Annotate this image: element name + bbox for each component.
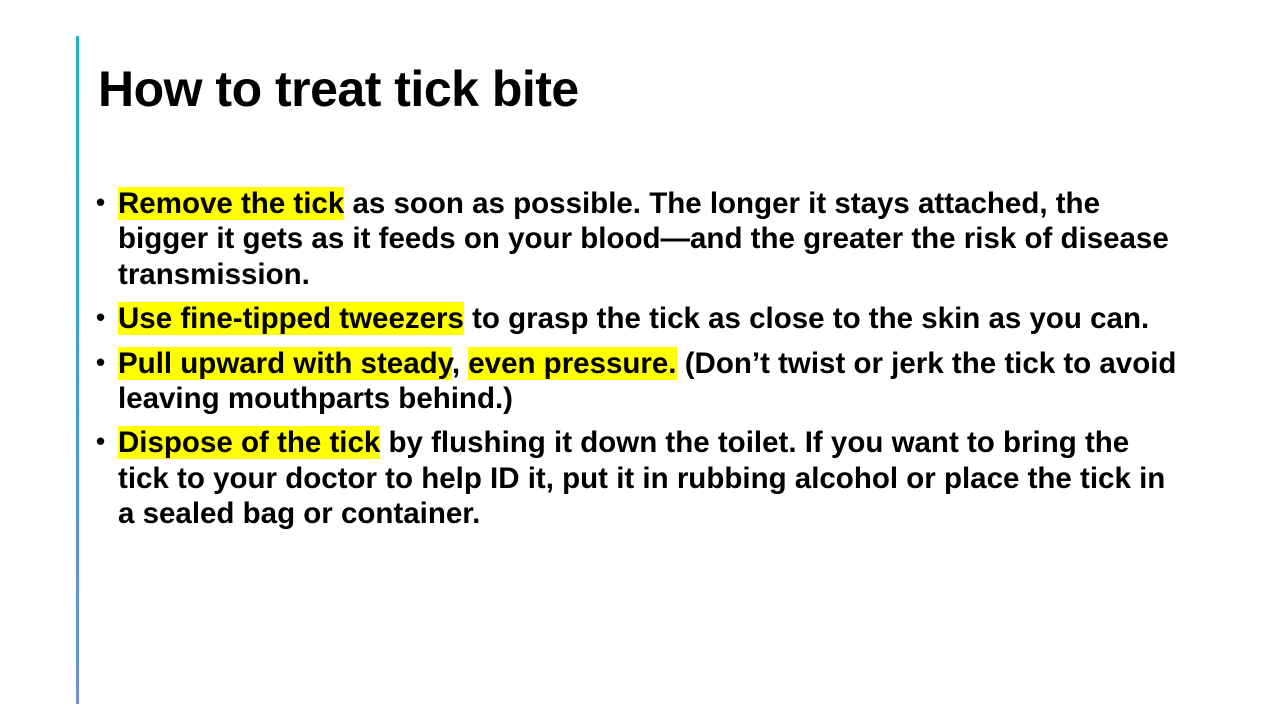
list-item [96,301,1186,336]
page-title: How to treat tick bite [98,61,579,117]
bullet-marker: • [96,346,106,377]
list-item-mid: , [451,346,469,380]
bullet-marker: • [96,302,106,333]
highlighted-phrase: Dispose of the tick [118,426,381,460]
bullet-marker: • [96,187,106,217]
list-item [96,186,1186,292]
list-item-text [118,301,1186,336]
list-item [96,346,1186,417]
highlighted-phrase: Use fine-tipped tweezers [118,302,464,336]
list-item-text [118,186,1186,292]
highlighted-phrase-secondary: even pressure. [468,346,677,380]
list-item-rest: (Don’t twist or jerk the tick to avoid leaving mouthparts behind.) [118,346,1177,415]
list-item [96,425,1186,531]
list-item-text [118,425,1186,531]
highlighted-phrase: Pull upward with steady [118,346,452,380]
accent-bar [76,36,79,704]
list-item-text [118,346,1186,417]
highlighted-phrase: Remove the tick [118,187,345,220]
list-item-rest: as soon as possible. The longer it stays attached, the bigger it gets as it feeds on your blood—and the greater the risk of disease transmission. [118,187,1169,291]
list-item-rest: to grasp the tick as close to the skin as you can. [463,302,1150,336]
bullet-list [96,186,1186,541]
list-item-rest: by flushing it down the toilet. If you want to bring the tick to your doctor to help ID it, put it in rubbing alcohol or place the tick in a sealed bag or container. [118,426,1166,531]
bullet-marker: • [96,426,106,457]
